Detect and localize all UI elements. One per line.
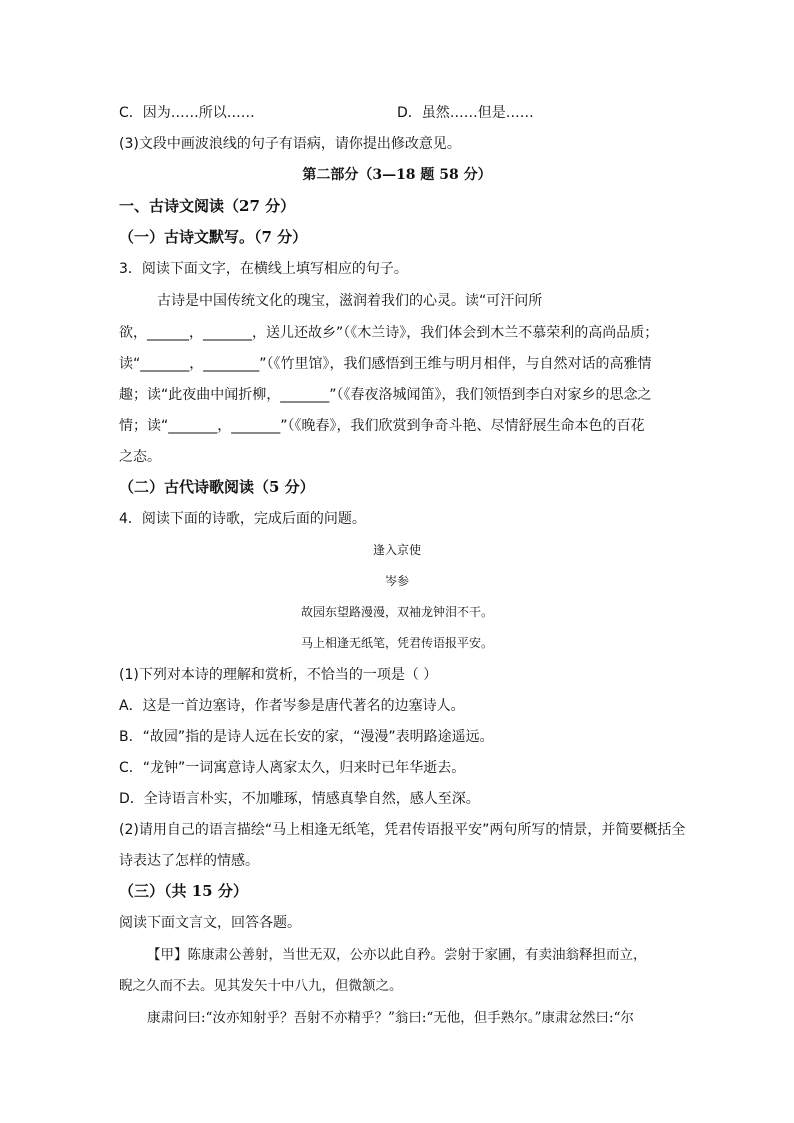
q3-line-6: 之态。 [119, 449, 161, 465]
q4-prompt: 4．阅读下面的诗歌，完成后面的问题。 [119, 511, 366, 527]
q4-sub2-line-1: (2)请用自己的语言描绘“马上相逢无纸笔，凭君传语报平安”两句所写的情景，并简要概括全 [119, 822, 686, 838]
q4-option-d: D．全诗语言朴实，不加雕琢，情感真挚自然，感人至深。 [119, 791, 480, 807]
q3-line-2: 欲，______，_______，送儿还故乡”（《木兰诗》，我们体会到木兰不慕荣利的高尚品质； [119, 325, 659, 341]
q4-sub2-line-2: 诗表达了怎样的情感。 [119, 853, 259, 869]
jia-line-3: 康肃问曰:“汝亦知射乎？吾射不亦精乎？”翁曰:“无他，但手熟尔。”康肃忿然曰:“尔 [147, 1010, 634, 1026]
q3-line-5: 情；读“_______，_______”（《晚春》，我们欣赏到争奇斗艳、尽情舒展生命本色的百花 [119, 418, 645, 434]
jia-line-2: 睨之久而不去。见其发矢十中八九，但微颔之。 [119, 978, 403, 994]
question-sub3: (3)文段中画波浪线的句子有语病，请你提出修改意见。 [119, 136, 461, 152]
q5-prompt: 阅读下面文言文，回答各题。 [119, 915, 301, 931]
poem-line-1: 故园东望路漫漫，双袖龙钟泪不干。 [300, 605, 493, 619]
poem-title: 逢入京使 [372, 543, 421, 557]
part2-title: 第二部分（3—18 题 58 分） [302, 167, 492, 183]
option-d: D．虽然……但是…… [397, 105, 534, 121]
q3-line-1: 古诗是中国传统文化的瑰宝，滋润着我们的心灵。读“可汗问所 [157, 293, 543, 309]
q3-prompt: 3．阅读下面文字，在横线上填写相应的句子。 [119, 261, 408, 277]
option-c: C．因为……所以…… [119, 105, 255, 121]
q4-option-c: C．“龙钟”一词寓意诗人离家太久，归来时已年华逝去。 [119, 760, 466, 776]
q4-option-a: A．这是一首边塞诗，作者岑参是唐代著名的边塞诗人。 [119, 698, 465, 714]
q4-option-b: B．“故园”指的是诗人远在长安的家，“漫漫”表明路途遥远。 [119, 729, 494, 745]
q3-line-4: 趣；读“此夜曲中闻折柳，_______”（《春夜洛城闻笛》，我们领悟到李白对家乡的思念之 [119, 387, 652, 403]
jia-line-1: 【甲】陈康肃公善射，当世无双，公亦以此自矜。尝射于家圃，有卖油翁释担而立， [147, 947, 647, 963]
sub3-title: （三）（共 15 分） [119, 882, 248, 900]
q4-sub1: (1)下列对本诗的理解和赏析，不恰当的一项是（ ） [119, 667, 438, 683]
poem-line-2: 马上相逢无纸笔，凭君传语报平安。 [300, 636, 493, 650]
sub1-title: （一）古诗文默写。（7 分） [119, 228, 308, 246]
section1-title: 一、古诗文阅读（27 分） [119, 197, 296, 215]
poem-author: 岑参 [384, 574, 409, 588]
sub2-title: （二）古代诗歌阅读（5 分） [119, 478, 315, 496]
q3-line-3: 读“_______，________”（《竹里馆》，我们感悟到王维与明月相伴，与自然对话的高雅情 [119, 356, 652, 372]
